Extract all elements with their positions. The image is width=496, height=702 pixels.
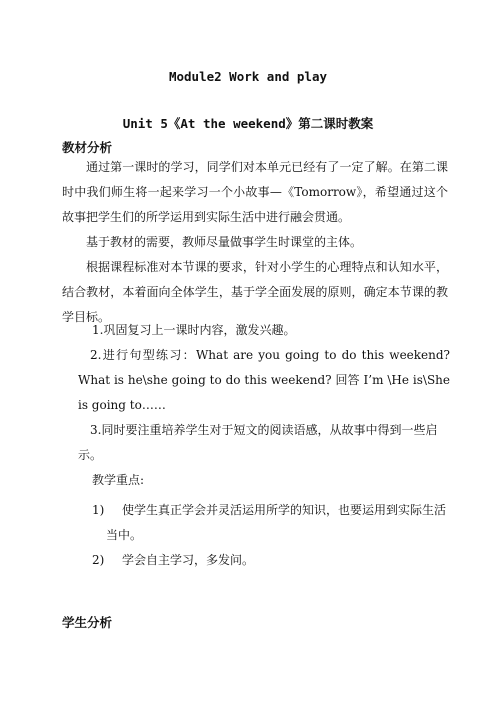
key-point-number: 1) [92, 503, 105, 517]
paragraph-standards: 根据课程标准对本节课的要求，针对小学生的心理特点和认知水平，结合教材，本着面向全体学生，基于学全面发展的原则，确定本节课的教学目标。 [62, 260, 448, 324]
paragraph-intro: 通过第一课时的学习，同学们对本单元已经有了一定了解。在第二课时中我们师生将一起来学习一个小故事—《Tomorrow》，希望通过这个故事把学生们的所学运用到实际生活中进行融会贯通。 [62, 160, 448, 224]
goal-item-3: 3.同时要注重培养学生对于短文的阅读语感，从故事中得到一些启示。 [78, 423, 438, 462]
key-point-text: 学会自主学习，多发问。 [122, 553, 255, 567]
key-point-item [92, 498, 452, 548]
key-points-label: 教学重点: [92, 473, 145, 487]
goal-item-1: 1.巩固复习上一课时内容，激发兴趣。 [92, 323, 296, 337]
key-point-text-continued: 当中。 [106, 528, 143, 542]
document-title: Module2 Work and play [168, 69, 328, 84]
goal-item-2: 2.进行句型练习：What are you going to do this weekend? What is he\she going to do this weekend? 回答 I’m \He is\She is going to…… [78, 348, 450, 412]
document-subtitle: Unit 5《At the weekend》第二课时教案 [122, 116, 374, 131]
key-point-text: 使学生真正学会并灵活运用所学的知识，也要运用到实际生活 [122, 503, 447, 517]
paragraph-basis: 基于教材的需要，教师尽量做事学生时课堂的主体。 [86, 235, 363, 249]
key-point-item [92, 548, 452, 573]
key-point-number: 2) [92, 553, 105, 567]
section-heading-textbook-analysis: 教材分析 [62, 140, 113, 155]
section-heading-student-analysis: 学生分析 [62, 615, 113, 630]
